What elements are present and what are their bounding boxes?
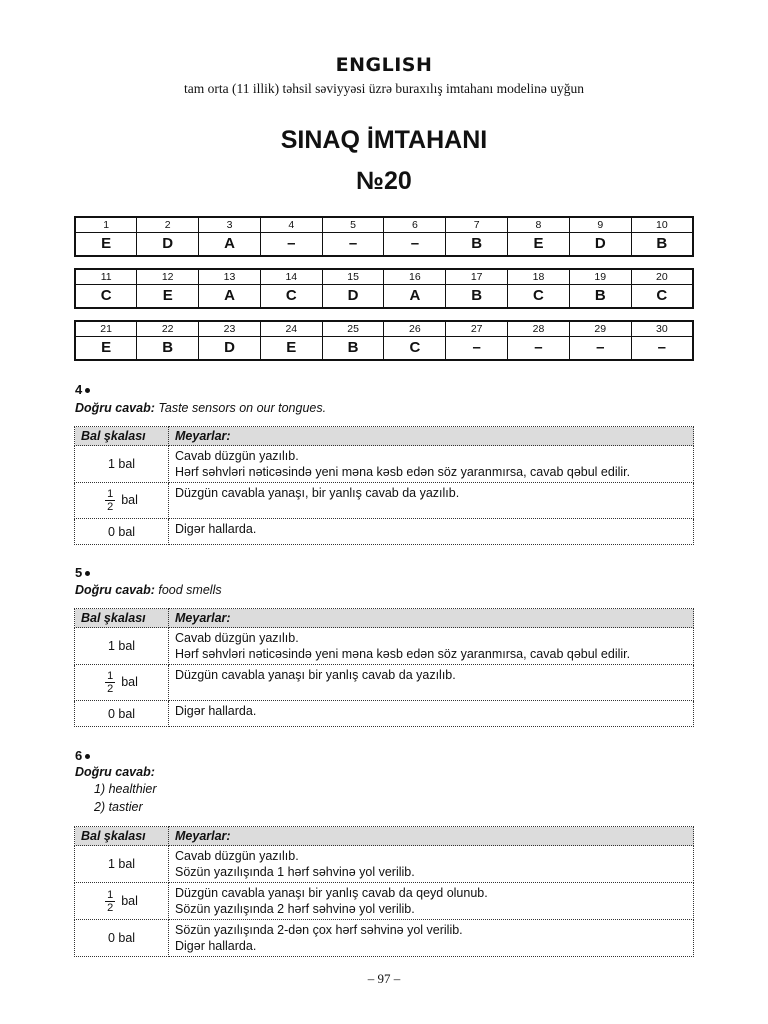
answer-cell: C bbox=[75, 285, 137, 309]
answer-cell: C bbox=[631, 285, 693, 309]
criteria-text: Hərf səhvləri nəticəsində yeni məna kəsb edən söz yaranmırsa, cavab qəbul edilir. bbox=[175, 647, 631, 661]
answer-key-table-1 bbox=[74, 216, 694, 257]
answer-cell: E bbox=[260, 337, 322, 361]
answer-cell: E bbox=[137, 285, 199, 309]
page-number: – 97 – bbox=[367, 971, 401, 986]
scale-header: Bal şkalası bbox=[75, 827, 169, 846]
question-number-cell: 15 bbox=[322, 269, 384, 285]
question-number-cell: 26 bbox=[384, 321, 446, 337]
criteria-text: Cavab düzgün yazılıb. bbox=[175, 449, 299, 463]
answer-cell: B bbox=[446, 233, 508, 257]
question-number-cell: 14 bbox=[260, 269, 322, 285]
answer-cell: C bbox=[384, 337, 446, 361]
question-number-cell: 9 bbox=[569, 217, 631, 233]
criteria-text: Digər hallarda. bbox=[175, 522, 257, 536]
score-one: 1 bal bbox=[75, 628, 169, 665]
answer-cell: – bbox=[384, 233, 446, 257]
score-zero: 0 bal bbox=[75, 920, 169, 957]
criteria-header: Meyarlar: bbox=[169, 609, 694, 628]
answer-item-2: 2) tastier bbox=[94, 800, 143, 814]
question-number-cell: 17 bbox=[446, 269, 508, 285]
score-one: 1 bal bbox=[75, 846, 169, 883]
question-number-cell: 2 bbox=[137, 217, 199, 233]
question-number-cell: 20 bbox=[631, 269, 693, 285]
question-number: 6 bbox=[75, 748, 90, 763]
question-number: 5 bbox=[75, 565, 90, 580]
criteria-table-q4 bbox=[74, 426, 694, 545]
answer-key-table-3 bbox=[74, 320, 694, 361]
score-half: $\frac{1}{2}$ bal bbox=[75, 483, 169, 519]
question-number-cell: 6 bbox=[384, 217, 446, 233]
criteria-table-q6 bbox=[74, 826, 694, 957]
answer-cell: D bbox=[199, 337, 261, 361]
answer-cell: B bbox=[446, 285, 508, 309]
answer-cell: – bbox=[569, 337, 631, 361]
answer-cell: – bbox=[260, 233, 322, 257]
question-number-cell: 27 bbox=[446, 321, 508, 337]
criteria-header: Meyarlar: bbox=[169, 427, 694, 446]
answer-cell: B bbox=[631, 233, 693, 257]
answer-item-1: 1) healthier bbox=[94, 782, 157, 796]
question-number-cell: 21 bbox=[75, 321, 137, 337]
question-number-cell: 11 bbox=[75, 269, 137, 285]
question-number: 4 bbox=[75, 382, 90, 397]
question-number-cell: 4 bbox=[260, 217, 322, 233]
question-number-cell: 7 bbox=[446, 217, 508, 233]
answer-cell: A bbox=[384, 285, 446, 309]
criteria-text: Cavab düzgün yazılıb. bbox=[175, 631, 299, 645]
answer-cell: E bbox=[75, 337, 137, 361]
question-number-cell: 22 bbox=[137, 321, 199, 337]
criteria-text: Düzgün cavabla yanaşı bir yanlış cavab da yazılıb. bbox=[175, 668, 456, 682]
score-one: 1 bal bbox=[75, 446, 169, 483]
exam-subtitle: tam orta (11 illik) təhsil səviyyəsi üzrə buraxılış imtahanı modelinə uyğun bbox=[184, 81, 584, 96]
question-number-cell: 10 bbox=[631, 217, 693, 233]
question-number-cell: 1 bbox=[75, 217, 137, 233]
answer-cell: – bbox=[631, 337, 693, 361]
answer-cell: B bbox=[137, 337, 199, 361]
criteria-text: Digər hallarda. bbox=[175, 939, 257, 953]
answer-cell: E bbox=[75, 233, 137, 257]
criteria-text: Düzgün cavabla yanaşı bir yanlış cavab da qeyd olunub. bbox=[175, 886, 488, 900]
question-number-cell: 3 bbox=[199, 217, 261, 233]
answer-cell: – bbox=[508, 337, 570, 361]
page-title: SINAQ İMTAHANI bbox=[280, 126, 488, 154]
answer-cell: D bbox=[569, 233, 631, 257]
question-number-cell: 8 bbox=[508, 217, 570, 233]
question-number-cell: 30 bbox=[631, 321, 693, 337]
correct-answer: Doğru cavab: bbox=[75, 765, 155, 779]
answer-cell: D bbox=[322, 285, 384, 309]
answer-cell: – bbox=[322, 233, 384, 257]
criteria-text: Sözün yazılışında 2 hərf səhvinə yol verilib. bbox=[175, 902, 415, 916]
answer-cell: B bbox=[322, 337, 384, 361]
subject-title: ENGLISH bbox=[335, 54, 433, 76]
answer-cell: A bbox=[199, 285, 261, 309]
question-number-cell: 23 bbox=[199, 321, 261, 337]
criteria-table-q5 bbox=[74, 608, 694, 727]
question-number-cell: 25 bbox=[322, 321, 384, 337]
answer-cell: A bbox=[199, 233, 261, 257]
question-number-cell: 28 bbox=[508, 321, 570, 337]
criteria-text: Hərf səhvləri nəticəsində yeni məna kəsb edən söz yaranmırsa, cavab qəbul edilir. bbox=[175, 465, 631, 479]
answer-key-table-2 bbox=[74, 268, 694, 309]
scale-header: Bal şkalası bbox=[75, 609, 169, 628]
correct-answer: Doğru cavab: Taste sensors on our tongues. bbox=[75, 401, 327, 415]
answer-cell: – bbox=[446, 337, 508, 361]
criteria-text: Cavab düzgün yazılıb. bbox=[175, 849, 299, 863]
answer-cell: D bbox=[137, 233, 199, 257]
score-half: $\frac{1}{2}$ bal bbox=[75, 665, 169, 701]
question-number-cell: 13 bbox=[199, 269, 261, 285]
criteria-text: Sözün yazılışında 2-dən çox hərf səhvinə yol verilib. bbox=[175, 923, 463, 937]
answer-cell: C bbox=[508, 285, 570, 309]
criteria-text: Sözün yazılışında 1 hərf səhvinə yol verilib. bbox=[175, 865, 415, 879]
criteria-header: Meyarlar: bbox=[169, 827, 694, 846]
question-number-cell: 5 bbox=[322, 217, 384, 233]
answer-cell: E bbox=[508, 233, 570, 257]
question-number-cell: 29 bbox=[569, 321, 631, 337]
score-zero: 0 bal bbox=[75, 701, 169, 727]
question-number-cell: 18 bbox=[508, 269, 570, 285]
exam-number: №20 bbox=[356, 167, 412, 195]
question-number-cell: 12 bbox=[137, 269, 199, 285]
question-number-cell: 16 bbox=[384, 269, 446, 285]
scale-header: Bal şkalası bbox=[75, 427, 169, 446]
answer-cell: B bbox=[569, 285, 631, 309]
score-zero: 0 bal bbox=[75, 519, 169, 545]
question-number-cell: 19 bbox=[569, 269, 631, 285]
question-number-cell: 24 bbox=[260, 321, 322, 337]
correct-answer: Doğru cavab: food smells bbox=[75, 583, 222, 597]
score-half: $\frac{1}{2}$ bal bbox=[75, 883, 169, 920]
criteria-text: Düzgün cavabla yanaşı, bir yanlış cavab da yazılıb. bbox=[175, 486, 460, 500]
criteria-text: Digər hallarda. bbox=[175, 704, 257, 718]
answer-cell: C bbox=[260, 285, 322, 309]
